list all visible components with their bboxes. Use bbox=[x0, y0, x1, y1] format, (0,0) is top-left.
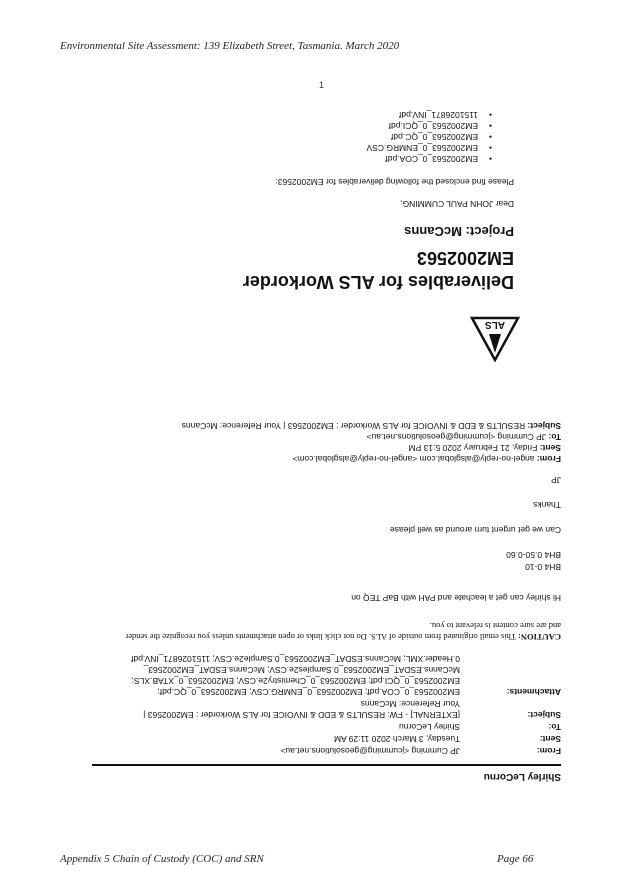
inner-sent-label: Sent: bbox=[539, 443, 561, 453]
outer-subject-label: Subject: bbox=[527, 710, 561, 720]
inner-subject-value: RESULTS & EDD & INVOICE for ALS Workorder : EM2002563 | Your Reference: McCanns bbox=[181, 421, 526, 431]
deliverable-item: • EM2002563_0_QC.pdf bbox=[366, 131, 492, 142]
header-rule bbox=[92, 764, 561, 766]
signoff-line: JP bbox=[551, 475, 561, 485]
sample-line: BH4 0-10 bbox=[525, 562, 561, 572]
deliverable-item: • EM2002563_0_COA.pdf bbox=[366, 153, 492, 164]
outer-from: JP Cumming <jcumming@geosolutions.net.au> bbox=[280, 746, 460, 756]
sample-line: BH4 0.50-0.60 bbox=[506, 550, 561, 560]
deliverables-list bbox=[366, 109, 492, 164]
outer-attachments-line: 0.Header.XML; McCanns.ESDAT_EM2002563_0.Sample2e.CSV; 1151026871_INV.pdf bbox=[131, 654, 460, 664]
request-line: Hi shirley can get a leachate and PAH with BaP TEQ on bbox=[351, 593, 561, 603]
inner-sent bbox=[409, 442, 561, 453]
inner-to-label: To: bbox=[548, 432, 561, 442]
inner-to-value: JP Cumming <jcumming@geosolutions.net.au> bbox=[366, 432, 547, 442]
outer-attachments-line: McCanns.ESDAT_EM2002563_0.Samples2e.CSV; McCanns.ESDAT_EM2002563_ bbox=[143, 665, 460, 675]
inner-subject bbox=[182, 420, 561, 431]
inner-to bbox=[367, 431, 561, 442]
caution-line1: This email originated from outside of ALS. Do not click links or open attachments unless you recognize the sender bbox=[125, 632, 517, 642]
outer-subject-line2: Your Reference: McCanns bbox=[360, 699, 460, 709]
outer-sent: Tuesday, 3 March 2020 11:29 AM bbox=[334, 734, 460, 744]
footer-appendix: Appendix 5 Chain of Custody (COC) and SRN bbox=[60, 853, 264, 865]
outer-attachments-line: EM2002563_0_COA.pdf; EM2002563_0_ENMRG.CSV; EM2002563_0_QC.pdf; bbox=[157, 687, 460, 697]
footer-page-number: Page 66 bbox=[497, 853, 534, 865]
caution-notice bbox=[125, 631, 561, 642]
outer-to-label: To: bbox=[548, 722, 561, 732]
caution-label: CAUTION: bbox=[518, 632, 561, 642]
outer-sent-label: Sent: bbox=[539, 734, 561, 744]
outer-attachments-line: EM2002563_0_QCI.pdf; EM2002563_0_Chemistry2e.CSV; EM2002563_0_XTAB.XLS; bbox=[131, 676, 460, 686]
outer-sender-name: Shirley LeCornu bbox=[483, 771, 561, 782]
deliverable-item: • EM2002563_0_ENMRG.CSV bbox=[366, 142, 492, 153]
urgent-line: Can we get urgent turn around as well please bbox=[389, 525, 561, 535]
inner-subject-label: Subject: bbox=[527, 421, 561, 431]
thanks-line: Thanks bbox=[533, 500, 561, 510]
outer-from-label: From: bbox=[536, 746, 561, 756]
letter-workorder: EM2002563 bbox=[416, 248, 514, 268]
caution-line2: and are sure content is relevant to you. bbox=[429, 621, 561, 631]
letter-salutation: Dear JOHN PAUL CUMMING, bbox=[400, 199, 514, 209]
report-header: Environmental Site Assessment: 139 Elizabeth Street, Tasmania. March 2020 bbox=[60, 40, 400, 52]
inner-from bbox=[292, 453, 561, 464]
letter-intro: Please find enclosed the following deliverables for EM2002563: bbox=[275, 177, 514, 187]
als-logo-text: ALS bbox=[485, 319, 505, 330]
letter-project: Project: McCanns bbox=[404, 224, 514, 239]
inner-from-label: From: bbox=[536, 454, 561, 464]
als-logo bbox=[470, 316, 520, 362]
outer-attachments-label: Attachments: bbox=[506, 687, 561, 697]
page-mark: 1 bbox=[319, 80, 325, 90]
inner-from-value: angel-no-reply@alsglobal.com <angel-no-reply@alsglobal.com> bbox=[292, 454, 535, 464]
outer-to: Shirley LeCornu bbox=[399, 722, 460, 732]
deliverable-item: • EM2002563_0_QCI.pdf bbox=[366, 120, 492, 131]
inner-sent-value: Friday, 21 February 2020 5:13 PM bbox=[408, 443, 538, 453]
deliverable-item: • 1151026871_INV.pdf bbox=[366, 109, 492, 120]
outer-subject-line1: [EXTERNAL] - FW: RESULTS & EDD & INVOICE for ALS Workorder : EM2002563 | bbox=[143, 710, 460, 720]
letter-heading: Deliverables for ALS Workorder bbox=[242, 272, 514, 292]
